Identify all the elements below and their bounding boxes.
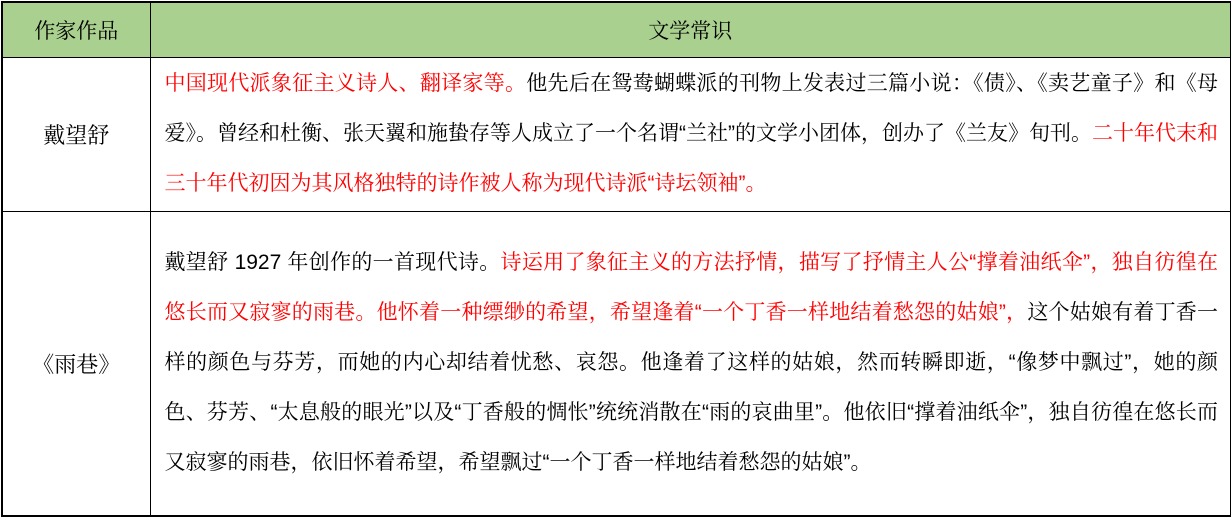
- header-cell-knowledge: 文学常识: [150, 2, 1231, 57]
- normal-text: 他先后在鸳鸯蝴蝶派的刊物上发表过三篇小说：《债》、《卖艺童子》和《母爱》。曾经和杜衡、张天翼和施蛰存等人成立了一个名谓“兰社”的文学小团体，创办了《兰友》旬刊。: [164, 72, 1219, 145]
- description-cell: [150, 211, 1231, 516]
- literature-table: [1, 1, 1231, 517]
- highlighted-text: 二十年代末和三十年代初因为其风格独特的诗作被人称为现代诗派“诗坛领袖”。: [164, 122, 1219, 195]
- table-row: [2, 57, 1231, 211]
- normal-text: 戴望舒 1927 年创作的一首现代诗。: [164, 251, 501, 275]
- table-row: [2, 211, 1231, 516]
- table-body: [2, 57, 1231, 516]
- table-header: [2, 2, 1231, 57]
- description-cell: [150, 57, 1231, 211]
- normal-text: 这个姑娘有着丁香一样的颜色与芬芳，而她的内心却结着忧愁、哀怨。他逢着了这样的姑娘，然而转瞬即逝，“像梦中飘过”，她的颜色、芬芳、“太息般的眼光”以及“丁香般的惆怅”统统消散在“雨的哀曲里”。他依旧“撑着油纸伞”，独自彷徨在悠长而又寂寥的雨巷，依旧怀着希望，希望飘过“一个丁香一样地结着愁怨的姑娘”。: [164, 301, 1219, 475]
- work-title-cell: 《雨巷》: [2, 211, 150, 516]
- highlighted-text: 诗运用了象征主义的方法抒情，描写了抒情主人公“撑着油纸伞”，独自彷徨在悠长而又寂寥的雨巷。他怀着一种缥缈的希望，希望逢着“一个丁香一样地结着愁怨的姑娘”，: [164, 251, 1218, 325]
- header-cell-works: 作家作品: [2, 2, 150, 57]
- work-title-cell: 戴望舒: [2, 57, 150, 211]
- header-row: [2, 2, 1231, 57]
- highlighted-text: 中国现代派象征主义诗人、翻译家等。: [164, 72, 527, 95]
